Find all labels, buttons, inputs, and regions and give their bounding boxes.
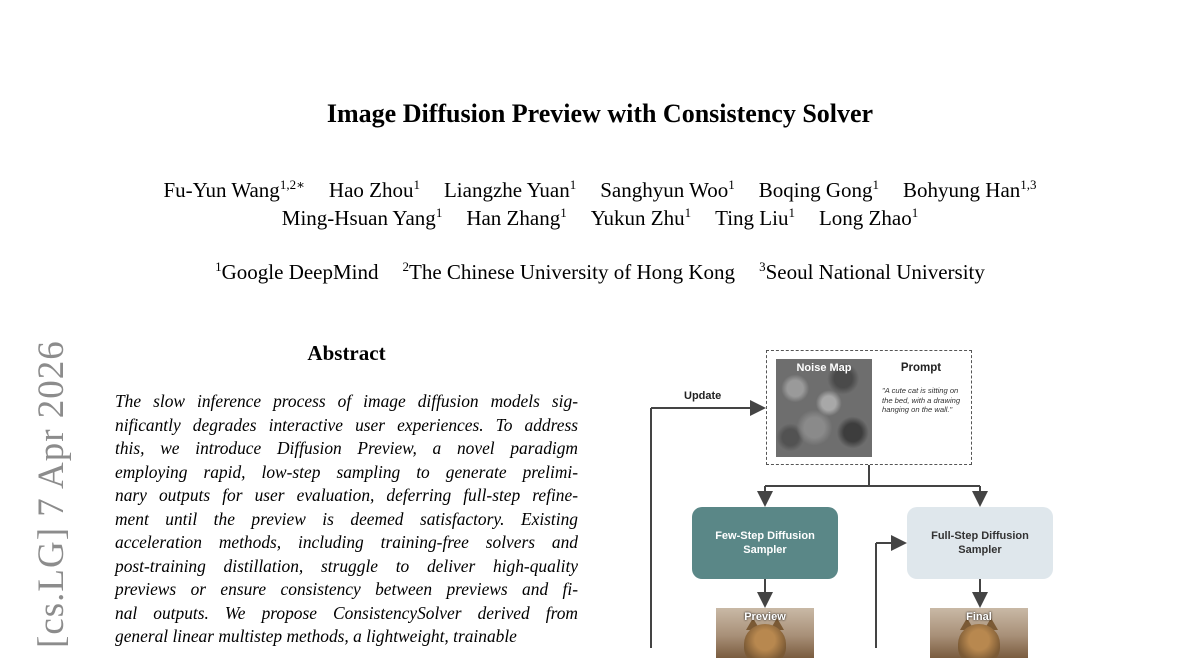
author [444,177,576,203]
affiliation-name: Seoul National University [765,260,985,284]
author-affiliation-marker: 1 [911,205,919,220]
author-affiliation-marker: 1 [872,177,880,192]
author-affiliation-marker: 1 [435,205,443,220]
author-list-line-2 [0,205,1200,231]
full-step-sampler-label: Full-Step Diffusion Sampler [931,530,1029,556]
author-name: Long Zhao [818,206,912,230]
affiliation-name: The Chinese University of Hong Kong [409,260,736,284]
affiliation-list [0,259,1200,285]
author-affiliation-marker: 1 [560,205,567,220]
abstract-line: nary outputs for user evaluation, deferring full-step refine- [115,485,578,505]
abstract-line: general linear multistep methods, a lightweight, trainable [115,626,517,646]
preview-label: Preview [744,611,786,623]
abstract-line: acceleration methods, including training-free solvers and [115,532,578,552]
affiliation-marker: 1 [215,259,222,274]
abstract-line: previews or ensure consistency between previews and fi- [115,579,578,599]
update-label: Update [684,390,722,402]
affiliation [403,259,736,285]
author [600,177,735,203]
few-step-sampler-box [692,507,838,579]
author-name: Ming-Hsuan Yang [281,206,436,230]
author-affiliation-marker: 1 [728,177,735,192]
abstract-line: this, we introduce Diffusion Preview, a novel paradigm [115,438,578,458]
prompt-label: Prompt [900,362,942,374]
final-label: Final [966,611,992,623]
affiliation-marker: 2 [402,259,410,274]
author-affiliation-marker: 1 [788,205,795,220]
cat-face [958,624,1000,658]
paper-title: Image Diffusion Preview with Consistency Solver [326,99,874,128]
abstract-heading: Abstract [307,341,386,365]
abstract-line: nificantly degrades interactive user experiences. To address [115,414,578,435]
author-name: Yukun Zhu [590,206,685,230]
author-name: Ting Liu [715,206,789,230]
author-name: Sanghyun Woo [600,178,729,202]
affiliation [215,259,378,285]
author-affiliation-marker: 1 [413,177,420,192]
affiliation-marker: 3 [759,259,766,274]
author [282,205,443,231]
author [819,205,918,231]
noise-map-label: Noise Map [796,362,852,374]
abstract-line: ment until the preview is deemed satisfactory. Existing [115,508,578,529]
author [329,177,420,203]
author [715,205,795,231]
author-affiliation-marker: 1,2∗ [279,177,305,192]
author-name: Boqing Gong [758,178,873,202]
author [759,177,879,203]
author-name: Han Zhang [466,206,561,230]
author [466,205,566,231]
author-name: Bohyung Han [903,178,1021,202]
abstract-line: post-training distillation, struggle to deliver high-quality [115,555,578,576]
abstract-line: employing rapid, low-step sampling to generate prelimi- [115,461,578,482]
author-affiliation-marker: 1 [569,177,577,192]
method-figure [630,340,1100,648]
affiliation-name: Google DeepMind [221,260,379,284]
affiliation [759,259,985,285]
abstract-line: The slow inference process of image diffusion models sig- [115,391,578,411]
author-name: Fu-Yun Wang [163,178,280,202]
abstract-body [115,390,578,649]
abstract-line: nal outputs. We propose ConsistencySolver derived from [115,602,578,623]
author [163,177,304,203]
preview-image [716,608,814,658]
arxiv-stamp: [cs.LG] 7 Apr 2026 [31,340,72,648]
author-name: Hao Zhou [328,178,414,202]
cat-face [744,624,786,658]
author-affiliation-marker: 1 [684,205,692,220]
full-step-sampler-box [907,507,1053,579]
author-list-line-1 [0,177,1200,203]
author-name: Liangzhe Yuan [443,178,570,202]
author [591,205,691,231]
author [903,177,1037,203]
few-step-sampler-label: Few-Step Diffusion Sampler [715,530,815,556]
author-affiliation-marker: 1,3 [1020,177,1037,192]
final-image [930,608,1028,658]
prompt-text: "A cute cat is sitting on the bed, with a drawing hanging on the wall." [882,386,961,414]
